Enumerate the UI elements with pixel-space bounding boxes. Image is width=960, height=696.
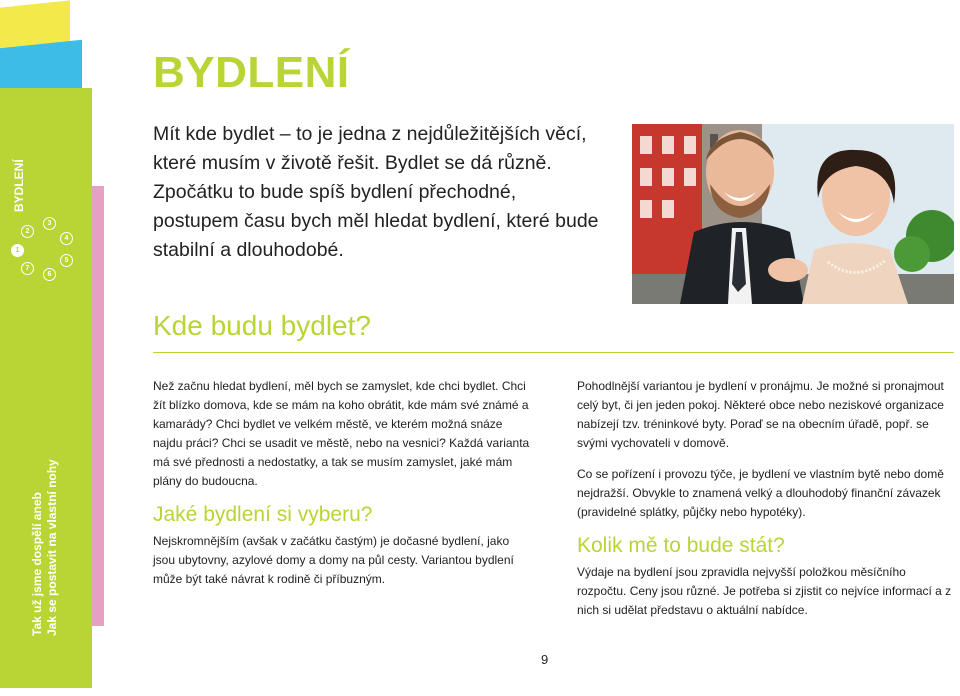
right-column xyxy=(577,377,957,620)
chapter-number-2[interactable]: 2 xyxy=(21,225,34,238)
sub-heading-housing-choice: Jaké bydlení si vyberu? xyxy=(153,503,373,526)
couple-photo xyxy=(632,124,954,304)
right-paragraph-3: Výdaje na bydlení jsou zpravidla nejvyšší položkou měsíčního rozpočtu. Ceny jsou různé. Je potřeba si zjistit co nejvíce informací a z nich si udělat představu o aktuální nabídce. xyxy=(577,565,952,617)
chapter-number-1[interactable]: 1 xyxy=(11,244,24,257)
left-paragraph-2: Nejskromnějším (avšak v začátku častým) je dočasné bydlení, jako jsou ubytovny, azylové domy a domy na půl cesty. Variantou bydlení může být také návrat k rodině či příbuzným. xyxy=(153,534,514,586)
left-column xyxy=(153,377,533,589)
chapter-tab-strip xyxy=(0,0,110,696)
chapter-number-5[interactable]: 5 xyxy=(60,254,73,267)
left-paragraph-1: Než začnu hledat bydlení, měl bych se zamyslet, kde chci bydlet. Chci žít blízko domova, kde se mám na koho obrátit, kde mám své známé a kamarády? Chci bydlet ve velkém městě, ve kterém možná snáze najdu práci? Chci se usadit ve městě, nebo na vesnici? Každá varianta má své přednosti a nedostatky, a tak se musím zamyslet, jaké mám plány do budoucna. xyxy=(153,379,530,488)
chapter-number-4[interactable]: 4 xyxy=(60,232,73,245)
section-heading: Kde budu bydlet? xyxy=(153,310,371,341)
right-paragraph-2: Co se pořízení i provozu týče, je bydlení ve vlastním bytě nebo domě nejdražší. Obvykle to znamená velký a dlouhodobý finanční závazek (pravidelné splátky, půjčky nebo hypotéky). xyxy=(577,467,944,519)
right-paragraph-1: Pohodlnější variantou je bydlení v pronájmu. Je možné si pronajmout celý byt, či jen jeden pokoj. Některé obce nebo neziskové organizace nabízejí tzv. tréninkové byty. Poraď se na obecním úřadě, popř. se svými vychovateli v domově. xyxy=(577,379,944,450)
page-number: 9 xyxy=(541,652,549,667)
section-label-vertical: BYDLENÍ xyxy=(12,159,26,212)
chapter-number-6[interactable]: 6 xyxy=(43,268,56,281)
chapter-number-3[interactable]: 3 xyxy=(43,217,56,230)
slogan-line-2: Jak se postavit na vlastní nohy xyxy=(45,459,59,636)
chapter-number-7[interactable]: 7 xyxy=(21,262,34,275)
slogan-line-1: Tak už jsme dospělí aneb xyxy=(30,492,44,636)
paragraph-gap xyxy=(577,453,957,465)
page-title: BYDLENÍ xyxy=(153,48,350,97)
intro-paragraph: Mít kde bydlet – to je jedna z nejdůležitějších věcí, které musím v životě řešit. Bydlet se dá různě. Zpočátku to bude spíš bydlení přechodné, postupem času bych měl hledat bydlení, které bude stabilní a dlouhodobé. xyxy=(153,123,599,261)
heading-divider xyxy=(153,352,954,353)
sub-heading-cost: Kolik mě to bude stát? xyxy=(577,534,785,557)
